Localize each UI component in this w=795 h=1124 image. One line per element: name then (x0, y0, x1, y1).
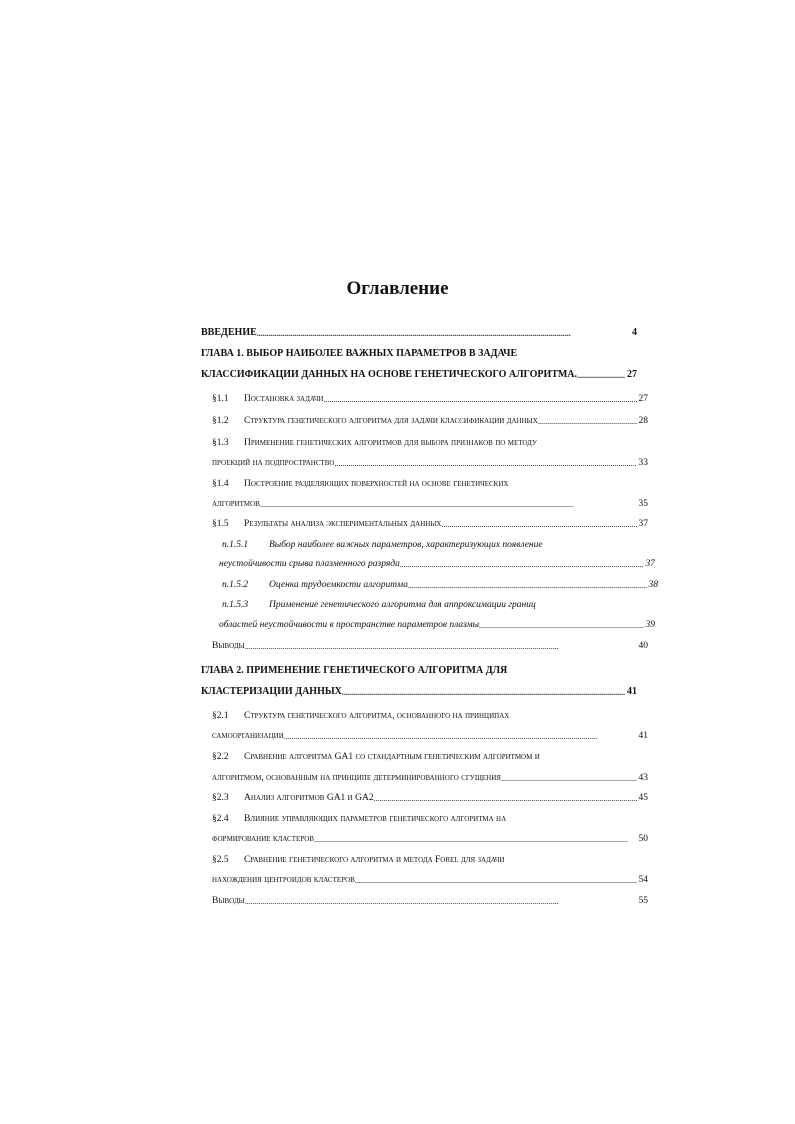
toc-entry[interactable] (201, 793, 648, 803)
toc-entry[interactable] (201, 348, 637, 359)
toc-dot-leader (245, 897, 637, 906)
toc-dot-leader (400, 560, 644, 569)
toc-section-number: §2.3 (212, 793, 229, 803)
toc-entry-title: ГЛАВА 2. ПРИМЕНЕНИЕ ГЕНЕТИЧЕСКОГО АЛГОРИТМА ДЛЯ (201, 665, 508, 676)
toc-entry[interactable] (201, 458, 648, 468)
toc-entry[interactable] (201, 479, 648, 489)
toc-entry[interactable] (201, 438, 648, 448)
toc-entry-title: Постановка задачи (244, 394, 324, 404)
toc-entry-title: Результаты анализа экспериментальных данных (244, 519, 442, 529)
toc-dot-leader (260, 500, 637, 509)
toc-entry[interactable] (201, 711, 648, 721)
toc-page-number: 35 (638, 499, 648, 509)
toc-entry-title: ГЛАВА 1. ВЫБОР НАИБОЛЕЕ ВАЖНЫХ ПАРАМЕТРОВ В ЗАДАЧЕ (201, 348, 518, 359)
toc-entry-title: Структура генетического алгоритма для задачи классификации данных (244, 416, 538, 426)
toc-entry-title: КЛАССИФИКАЦИИ ДАННЫХ НА ОСНОВЕ ГЕНЕТИЧЕСКОГО АЛГОРИТМА. (201, 369, 578, 380)
toc-page-number: 4 (632, 327, 637, 338)
toc-section-number: §1.5 (212, 519, 229, 529)
toc-section-number: §2.2 (212, 752, 229, 762)
toc-page-number: 41 (638, 731, 648, 741)
toc-section-number: §1.1 (212, 394, 229, 404)
toc-section-number: §1.4 (212, 479, 229, 489)
toc-entry-title: Влияние управляющих параметров генетического алгоритма на (244, 814, 507, 824)
toc-entry-title: Сравнение алгоритма GA1 со стандартным генетическим алгоритмом и (244, 752, 540, 762)
toc-page-number: 39 (645, 620, 655, 630)
toc-entry[interactable] (201, 394, 648, 404)
toc-dot-leader (245, 642, 637, 651)
toc-dot-leader (538, 417, 637, 426)
toc-page-number: 50 (638, 834, 648, 844)
toc-dot-leader (408, 581, 647, 590)
toc-page-number: 45 (638, 793, 648, 803)
toc-dot-leader (577, 371, 625, 380)
toc-entry[interactable] (201, 620, 655, 630)
toc-entry[interactable] (201, 559, 655, 569)
toc-entry[interactable] (201, 416, 648, 426)
toc-page-number: 55 (638, 896, 648, 906)
toc-entry[interactable] (201, 580, 658, 590)
toc-entry[interactable] (201, 641, 648, 651)
toc-dot-leader (323, 395, 636, 404)
toc-entry-title: неустойчивости срыва плазменного разряда (219, 559, 400, 569)
toc-entry-title: формирование кластеров (212, 834, 314, 844)
toc-dot-leader (355, 876, 637, 885)
toc-dot-leader (314, 835, 637, 844)
toc-section-number: п.1.5.3 (222, 600, 249, 610)
toc-section-number: §2.4 (212, 814, 229, 824)
toc-page-number: 38 (648, 580, 658, 590)
toc-dot-leader (441, 520, 636, 529)
toc-entry[interactable] (201, 773, 648, 783)
toc-entry-title: Построение разделяющих поверхностей на основе генетических (244, 479, 509, 489)
toc-page-number: 43 (638, 773, 648, 783)
toc-dot-leader (257, 329, 630, 338)
toc-dot-leader (284, 732, 637, 741)
toc-entry-title: Оценка трудоемкости алгоритма (269, 580, 408, 590)
toc-entry-title: КЛАСТЕРИЗАЦИИ ДАННЫХ (201, 686, 342, 697)
toc-entry[interactable] (201, 752, 648, 762)
toc-entry-title: Выбор наиболее важных параметров, характеризующих появление (269, 540, 543, 550)
toc-page-number: 37 (645, 559, 655, 569)
toc-entry[interactable] (201, 686, 637, 697)
toc-dot-leader (479, 621, 643, 630)
toc-page-number: 27 (638, 394, 648, 404)
toc-page-number: 33 (638, 458, 648, 468)
toc-entry-title: областей неустойчивости в пространстве параметров плазмы (219, 620, 480, 630)
toc-entry-title: ВВЕДЕНИЕ (201, 327, 257, 338)
toc-entry-title: Применение генетического алгоритма для аппроксимации границ (269, 600, 536, 610)
toc-entry-title: Анализ алгоритмов GA1 и GA2 (244, 793, 374, 803)
toc-entry[interactable] (201, 600, 658, 610)
toc-dot-leader (335, 459, 637, 468)
toc-entry[interactable] (201, 519, 648, 529)
toc-entry[interactable] (201, 731, 648, 741)
toc-entry[interactable] (201, 855, 648, 865)
toc-page-number: 41 (627, 686, 637, 697)
toc-entry-title: Выводы (212, 641, 245, 651)
toc-entry[interactable] (201, 665, 637, 676)
toc-entry[interactable] (201, 814, 648, 824)
toc-page-number: 54 (638, 875, 648, 885)
toc-section-number: п.1.5.1 (222, 540, 249, 550)
toc-entry-title: Применение генетических алгоритмов для выбора признаков по методу (244, 438, 537, 448)
toc-section-number: §1.3 (212, 438, 229, 448)
toc-section-number: п.1.5.2 (222, 580, 249, 590)
toc-page-number: 40 (638, 641, 648, 651)
toc-entry[interactable] (201, 327, 637, 338)
toc-entry-title: Сравнение генетического алгоритма и метода Forel для задачи (244, 855, 505, 865)
toc-dot-leader (501, 774, 637, 783)
toc-entry-title: проекций на подпространство (212, 458, 335, 468)
toc-entry[interactable] (201, 540, 658, 550)
toc-section-number: §1.2 (212, 416, 229, 426)
toc-entry[interactable] (201, 875, 648, 885)
toc-page-number: 27 (627, 369, 637, 380)
toc-entry[interactable] (201, 369, 637, 380)
toc-section-number: §2.5 (212, 855, 229, 865)
toc-dot-leader (342, 688, 625, 697)
toc-entry-title: алгоритмом, основанным на принципе детерминированного сгущения (212, 773, 501, 783)
toc-entry[interactable] (201, 499, 648, 509)
toc-page-number: 37 (638, 519, 648, 529)
toc-entry-title: самоорганизации (212, 731, 284, 741)
toc-entry[interactable] (201, 896, 648, 906)
toc-page-number: 28 (638, 416, 648, 426)
toc-section-number: §2.1 (212, 711, 229, 721)
toc-entry-title: нахождения центроидов кластеров (212, 875, 355, 885)
toc-entry[interactable] (201, 834, 648, 844)
toc-entry-title: Выводы (212, 896, 245, 906)
toc-entry-title: Структура генетического алгоритма, основанного на принципах (244, 711, 510, 721)
toc-dot-leader (374, 794, 637, 803)
page-title: Оглавление (346, 278, 449, 299)
toc-entry-title: алгоритмов (212, 499, 260, 509)
